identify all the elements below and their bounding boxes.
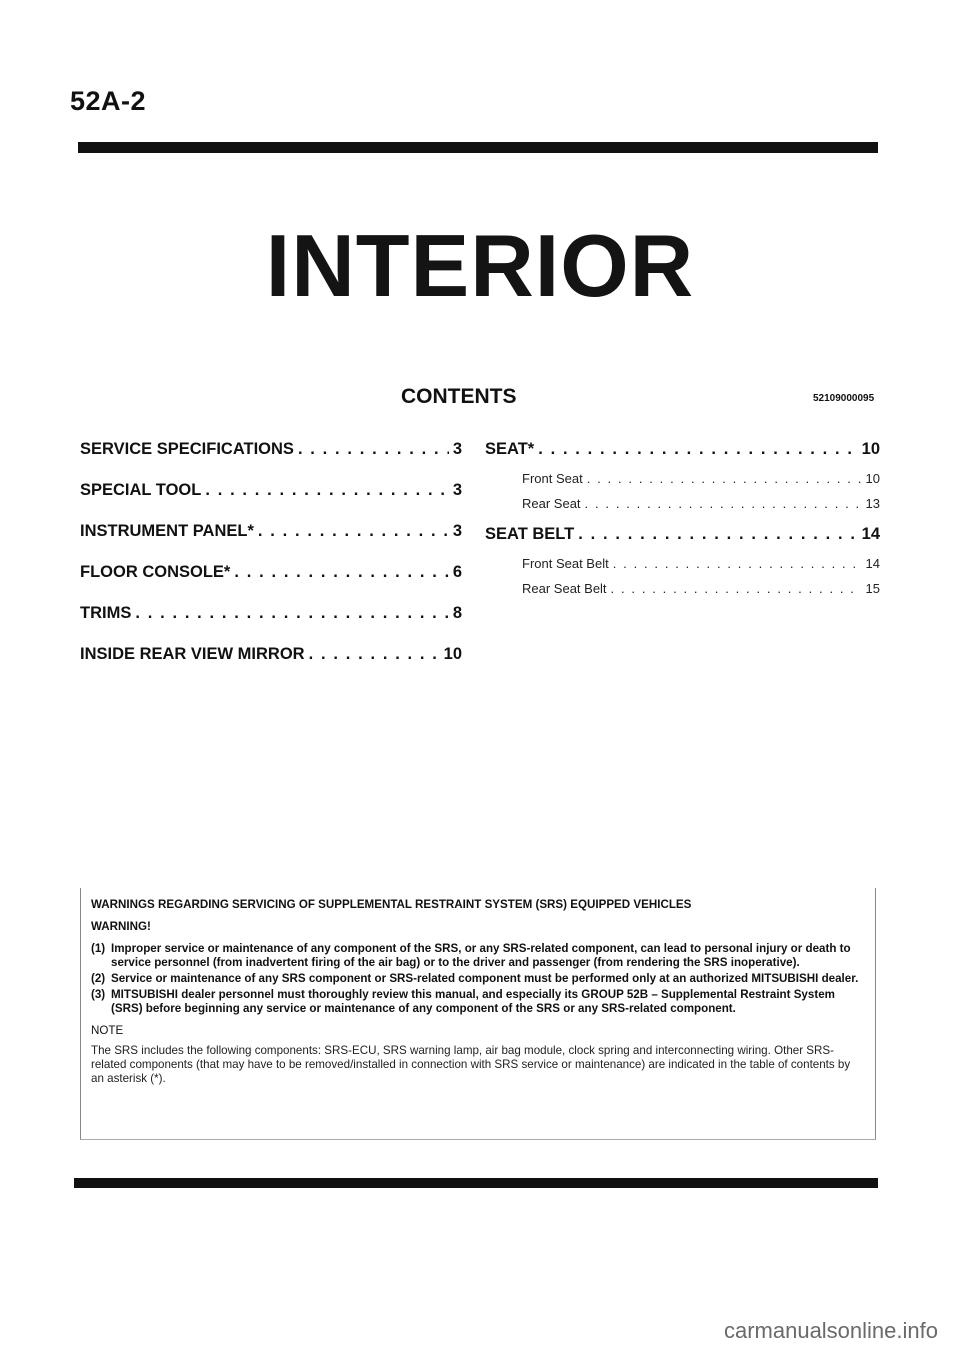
toc-entry-page: 10	[443, 645, 462, 663]
toc-subentry-page: 14	[865, 556, 880, 571]
leader-dots	[538, 440, 857, 459]
toc-subentry-page: 10	[865, 471, 880, 486]
toc-subentry-rear-seat[interactable]	[522, 496, 880, 515]
toc-entry-trims[interactable]	[80, 604, 462, 628]
seat-subsections	[485, 471, 880, 515]
toc-subentry-page: 13	[865, 496, 880, 511]
toc-entry-page: 3	[452, 522, 462, 540]
warning-item-text: MITSUBISHI dealer personnel must thoroughly review this manual, and especially its GROUP 52B – Supplemental Restraint System (SRS) before beginning any service or maintenance of any component of the SRS or any SRS-related component.	[111, 988, 835, 1015]
leader-dots	[309, 645, 440, 664]
toc-entry-label: SPECIAL TOOL	[80, 481, 202, 499]
toc-subentry-label: Rear Seat Belt	[522, 581, 607, 596]
toc-subentry-page: 15	[865, 581, 880, 596]
toc-entry-seat-belt[interactable]	[485, 525, 880, 549]
toc-subentry-front-seat[interactable]	[522, 471, 880, 490]
warning-item-text: Service or maintenance of any SRS component or SRS-related component must be performed only at an authorized MITSUBISHI dealer.	[111, 972, 859, 985]
toc-entry-label: TRIMS	[80, 604, 132, 622]
bottom-divider	[74, 1178, 878, 1188]
toc-entry-page: 8	[452, 604, 462, 622]
warning-item-number: (3)	[91, 988, 106, 1001]
toc-subentry-label: Rear Seat	[522, 496, 581, 511]
srs-warning-box	[80, 888, 876, 1140]
contents-heading: CONTENTS	[401, 385, 517, 408]
page-number: 52A-2	[70, 86, 147, 116]
leader-dots	[611, 581, 862, 596]
toc-entry-floor-console[interactable]	[80, 563, 462, 587]
page-title: INTERIOR	[265, 216, 695, 315]
toc-entry-page: 6	[452, 563, 462, 581]
leader-dots	[613, 556, 862, 571]
leader-dots	[298, 440, 449, 459]
toc-entry-seat[interactable]	[485, 440, 880, 464]
warning-item	[91, 942, 865, 970]
leader-dots	[205, 481, 448, 500]
toc-entry-page: 10	[861, 440, 880, 458]
document-code: 52109000095	[813, 393, 875, 404]
warning-item-number: (1)	[91, 942, 106, 955]
toc-entry-label: SEAT BELT	[485, 525, 575, 543]
toc-left-column	[80, 440, 462, 686]
warning-title: WARNINGS REGARDING SERVICING OF SUPPLEMENTAL RESTRAINT SYSTEM (SRS) EQUIPPED VEHICLES	[91, 898, 692, 911]
warning-label: WARNING!	[91, 920, 151, 933]
toc-entry-label: FLOOR CONSOLE*	[80, 563, 231, 581]
toc-entry-instrument-panel[interactable]	[80, 522, 462, 546]
toc-entry-page: 3	[452, 481, 462, 499]
warning-item	[91, 972, 865, 986]
toc-entry-label: SERVICE SPECIFICATIONS	[80, 440, 294, 458]
seat-belt-subsections	[485, 556, 880, 600]
note-text: The SRS includes the following components: SRS-ECU, SRS warning lamp, air bag module, clock spring and interconnecting wiring. Other SRS-related components (that may have to be removed/installed in connection with SRS service or maintenance) are indicated in the table of contents by an asterisk (*).	[91, 1044, 851, 1085]
leader-dots	[135, 604, 448, 623]
watermark: carmanualsonline.info	[723, 1318, 938, 1343]
toc-entry-label: INSIDE REAR VIEW MIRROR	[80, 645, 305, 663]
toc-entry-inside-rear-view-mirror[interactable]	[80, 645, 462, 669]
toc-subentry-rear-seat-belt[interactable]	[522, 581, 880, 600]
toc-entry-label: INSTRUMENT PANEL*	[80, 522, 254, 540]
warning-item-text: Improper service or maintenance of any component of the SRS, or any SRS-related component, can lead to personal injury or death to service personnel (from inadvertent firing of the air bag) or to the driver and passenger (from rendering the SRS inoperative).	[111, 942, 851, 969]
toc-subentry-label: Front Seat Belt	[522, 556, 609, 571]
toc-entry-label: SEAT*	[485, 440, 535, 458]
leader-dots	[234, 563, 448, 582]
toc-entry-page: 14	[861, 525, 880, 543]
note-label: NOTE	[91, 1024, 124, 1037]
toc-entry-special-tool[interactable]	[80, 481, 462, 505]
leader-dots	[258, 522, 449, 541]
toc-right-column	[485, 440, 880, 610]
toc-entry-page: 3	[452, 440, 462, 458]
toc-entry-service-specifications[interactable]	[80, 440, 462, 464]
top-divider	[78, 142, 878, 153]
warning-item-number: (2)	[91, 972, 106, 985]
leader-dots	[587, 471, 862, 486]
warning-item	[91, 988, 865, 1016]
toc-subentry-label: Front Seat	[522, 471, 583, 486]
toc-subentry-front-seat-belt[interactable]	[522, 556, 880, 575]
leader-dots	[578, 525, 857, 544]
leader-dots	[585, 496, 862, 511]
